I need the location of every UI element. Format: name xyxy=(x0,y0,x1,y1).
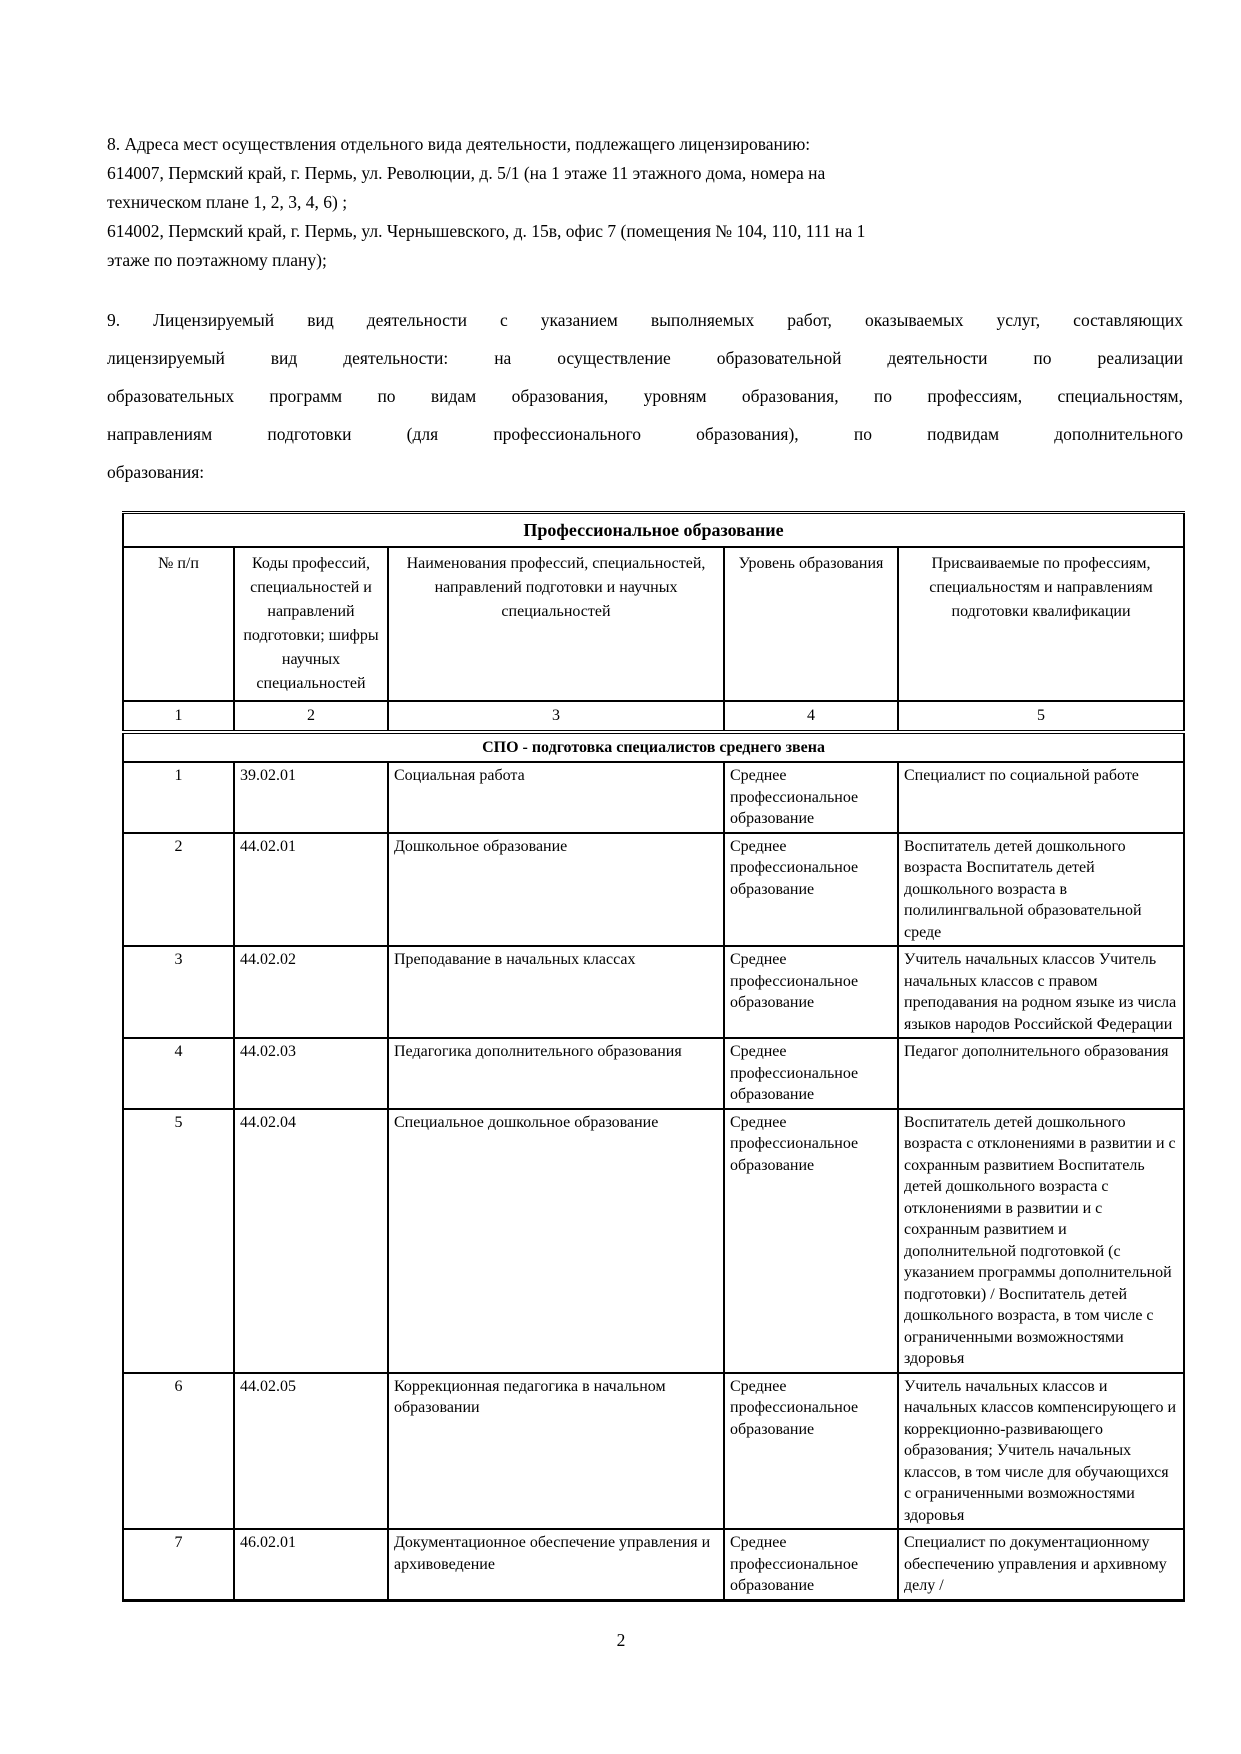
table-row xyxy=(123,1109,1184,1373)
page-content xyxy=(107,130,1183,1652)
table-row xyxy=(123,1373,1184,1530)
paragraph-8 xyxy=(107,130,1183,275)
paragraph-9-line: образовательных программ по видам образования, уровням образования, по профессиям, специальностям, xyxy=(107,386,1183,406)
table-title: Профессиональное образование xyxy=(123,513,1184,548)
paragraph-9-line: направлениям подготовки (для профессионального образования), по подвидам дополнительного xyxy=(107,424,1183,444)
row-qualification-cell: Специалист по социальной работе xyxy=(898,762,1184,833)
row-qualification-cell: Специалист по документационному обеспечению управления и архивному делу / xyxy=(898,1529,1184,1600)
row-level-cell: Среднее профессиональное образование xyxy=(724,1109,898,1373)
row-code-cell: 44.02.05 xyxy=(234,1373,388,1530)
column-number: 5 xyxy=(898,701,1184,732)
header-row-number: № п/п xyxy=(123,547,234,701)
paragraph-8-line: техническом плане 1, 2, 3, 4, 6) ; xyxy=(107,192,348,212)
row-name-cell: Социальная работа xyxy=(388,762,724,833)
row-code-cell: 44.02.04 xyxy=(234,1109,388,1373)
header-level: Уровень образования xyxy=(724,547,898,701)
row-level-cell: Среднее профессиональное образование xyxy=(724,833,898,947)
row-number-cell: 4 xyxy=(123,1038,234,1109)
table-section-row xyxy=(123,732,1184,763)
header-names: Наименования профессий, специальностей, направлений подготовки и научных специальностей xyxy=(388,547,724,701)
table-header-row xyxy=(123,547,1184,701)
row-code-cell: 39.02.01 xyxy=(234,762,388,833)
row-number-cell: 6 xyxy=(123,1373,234,1530)
row-name-cell: Документационное обеспечение управления и архивоведение xyxy=(388,1529,724,1600)
column-number: 1 xyxy=(123,701,234,732)
row-level-cell: Среднее профессиональное образование xyxy=(724,1529,898,1600)
row-qualification-cell: Учитель начальных классов и начальных классов компенсирующего и коррекционно-развивающего образования; Учитель начальных классов, в том числе для обучающихся с ограниченными возможностями здоровья xyxy=(898,1373,1184,1530)
table-column-numbers-row xyxy=(123,701,1184,732)
row-qualification-cell: Педагог дополнительного образования xyxy=(898,1038,1184,1109)
header-codes: Коды профессий, специальностей и направлений подготовки; шифры научных специальностей xyxy=(234,547,388,701)
row-qualification-cell: Учитель начальных классов Учитель начальных классов с правом преподавания на родном языке из числа языков народов Российской Федерации xyxy=(898,946,1184,1038)
row-level-cell: Среднее профессиональное образование xyxy=(724,1373,898,1530)
table-title-row xyxy=(123,513,1184,548)
row-qualification-cell: Воспитатель детей дошкольного возраста Воспитатель детей дошкольного возраста в полилингвальной образовательной среде xyxy=(898,833,1184,947)
table-row xyxy=(123,946,1184,1038)
row-number-cell: 5 xyxy=(123,1109,234,1373)
paragraph-8-line: 614007, Пермский край, г. Пермь, ул. Революции, д. 5/1 (на 1 этаже 11 этажного дома, номера на xyxy=(107,163,826,183)
paragraph-9-line: образования: xyxy=(107,462,205,482)
row-number-cell: 7 xyxy=(123,1529,234,1600)
row-name-cell: Преподавание в начальных классах xyxy=(388,946,724,1038)
row-name-cell: Педагогика дополнительного образования xyxy=(388,1038,724,1109)
table-row xyxy=(123,833,1184,947)
page-number: 2 xyxy=(616,1629,626,1650)
row-code-cell: 44.02.01 xyxy=(234,833,388,947)
row-code-cell: 46.02.01 xyxy=(234,1529,388,1600)
paragraph-9-line: 9. Лицензируемый вид деятельности с указанием выполняемых работ, оказываемых услуг, составляющих xyxy=(107,310,1183,330)
paragraph-9-line: лицензируемый вид деятельности: на осуществление образовательной деятельности по реализации xyxy=(107,348,1183,368)
professional-education-table xyxy=(122,511,1185,1602)
row-level-cell: Среднее профессиональное образование xyxy=(724,762,898,833)
paragraph-8-line: 8. Адреса мест осуществления отдельного вида деятельности, подлежащего лицензированию: xyxy=(107,134,811,154)
row-level-cell: Среднее профессиональное образование xyxy=(724,1038,898,1109)
row-number-cell: 1 xyxy=(123,762,234,833)
header-qualifications: Присваиваемые по профессиям, специальностям и направлениям подготовки квалификации xyxy=(898,547,1184,701)
table-row xyxy=(123,1529,1184,1600)
column-number: 3 xyxy=(388,701,724,732)
row-name-cell: Специальное дошкольное образование xyxy=(388,1109,724,1373)
row-qualification-cell: Воспитатель детей дошкольного возраста с отклонениями в развитии и с сохранным развитием Воспитатель детей дошкольного возраста с отклонениями в развитии и с сохранным развитием и дополнительной подготовкой (с указанием программы дополнительной подготовки) / Воспитатель детей дошкольного возраста, в том числе с ограниченными возможностями здоровья xyxy=(898,1109,1184,1373)
row-number-cell: 2 xyxy=(123,833,234,947)
row-code-cell: 44.02.03 xyxy=(234,1038,388,1109)
row-number-cell: 3 xyxy=(123,946,234,1038)
row-level-cell: Среднее профессиональное образование xyxy=(724,946,898,1038)
column-number: 4 xyxy=(724,701,898,732)
table-body xyxy=(123,762,1184,1600)
table-row xyxy=(123,762,1184,833)
paragraph-8-line: этаже по поэтажному плану); xyxy=(107,250,327,270)
section-title: СПО - подготовка специалистов среднего звена xyxy=(123,732,1184,763)
column-number: 2 xyxy=(234,701,388,732)
row-name-cell: Дошкольное образование xyxy=(388,833,724,947)
table-row xyxy=(123,1038,1184,1109)
paragraph-9 xyxy=(107,301,1183,491)
row-name-cell: Коррекционная педагогика в начальном образовании xyxy=(388,1373,724,1530)
paragraph-8-line: 614002, Пермский край, г. Пермь, ул. Чернышевского, д. 15в, офис 7 (помещения № 104, 110, 111 на 1 xyxy=(107,221,866,241)
row-code-cell: 44.02.02 xyxy=(234,946,388,1038)
